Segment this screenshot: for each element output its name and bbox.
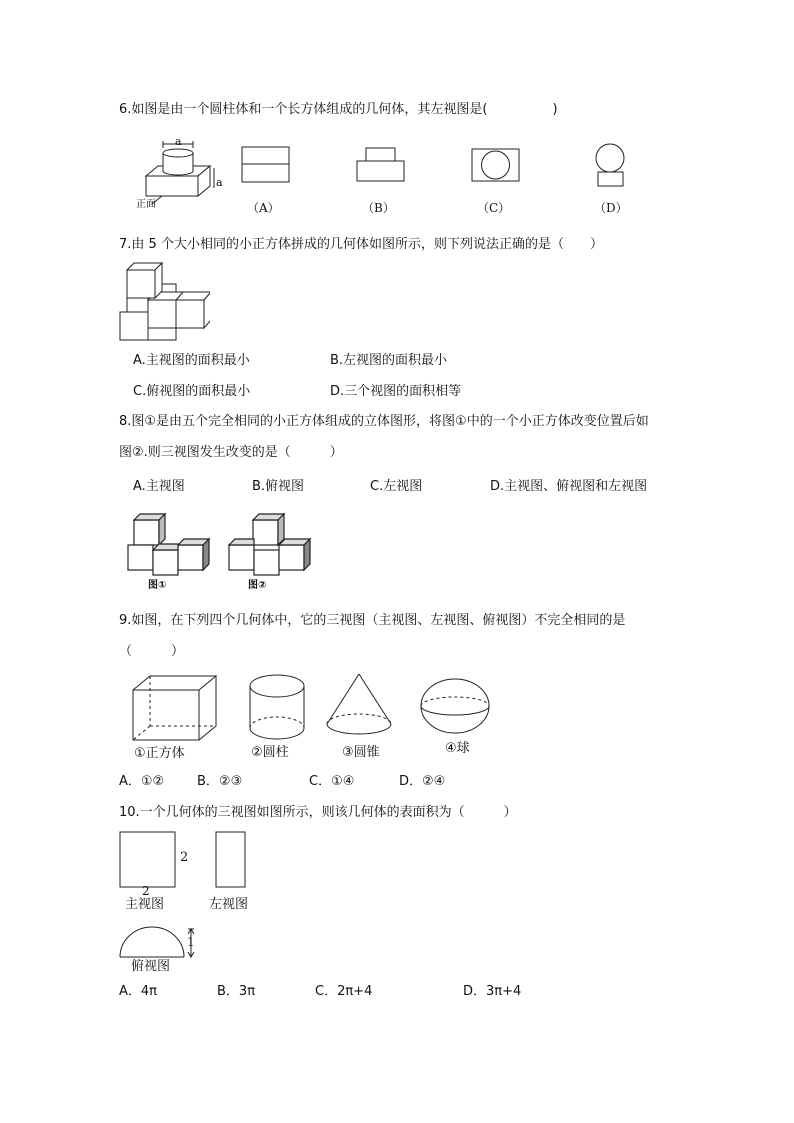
q8-option-c[interactable]: C.左视图: [370, 479, 423, 494]
q6-option-a[interactable]: （A）: [247, 201, 280, 215]
q8-option-b[interactable]: B.俯视图: [252, 479, 305, 494]
q8-figure-1: [124, 512, 216, 578]
q7-option-c[interactable]: C.俯视图的面积最小: [133, 384, 251, 399]
q6-option-c[interactable]: （C）: [477, 201, 511, 215]
q8-fig1-label: 图①: [148, 580, 167, 591]
q9-option-a[interactable]: A．①②: [119, 774, 165, 789]
q8-stem-line2: 图②.则三视图发生改变的是（ ）: [119, 445, 343, 460]
q7-stem: 7.由 5 个大小相同的小正方体拼成的几何体如图所示，则下列说法正确的是（ ）: [119, 237, 603, 252]
q9-option-c[interactable]: C．①④: [309, 774, 355, 789]
q9-cube-figure: [130, 674, 222, 744]
q9-option-b[interactable]: B．②③: [197, 774, 243, 789]
q9-label-sphere: ④球: [445, 741, 470, 756]
q6-option-d-view: [592, 141, 628, 191]
q6-dim-a-side: a: [216, 176, 223, 189]
q9-label-cylinder: ②圆柱: [251, 745, 289, 760]
q7-option-d[interactable]: D.三个视图的面积相等: [330, 384, 462, 399]
q6-option-c-view: [470, 145, 522, 185]
q9-option-d[interactable]: D．②④: [399, 774, 446, 789]
q10-label-top: 俯视图: [131, 959, 171, 974]
q10-left-view: [214, 830, 248, 890]
q10-label-left: 左视图: [209, 897, 249, 912]
q8-stem-line1: 8.图①是由五个完全相同的小正方体组成的立体图形，将图①中的一个小正方体改变位置后如: [119, 414, 649, 429]
q10-option-a[interactable]: A．4π: [119, 984, 157, 999]
q9-stem-line1: 9.如图，在下列四个几何体中，它的三视图（主视图、左视图、俯视图）不完全相同的是: [119, 613, 626, 628]
q6-dim-a-top: a: [175, 135, 182, 148]
q10-option-c[interactable]: C．2π+4: [315, 984, 373, 999]
q7-cube-figure: [118, 262, 210, 344]
q9-cone-figure: [323, 672, 395, 742]
q6-option-b[interactable]: （B）: [362, 201, 395, 215]
q6-stem: 6.如图是由一个圆柱体和一个长方体组成的几何体，其左视图是( ): [119, 102, 558, 117]
q9-label-cone: ③圆锥: [342, 745, 380, 760]
q10-dim-right: 2: [180, 850, 189, 865]
q7-option-b[interactable]: B.左视图的面积最小: [330, 353, 448, 368]
q10-dim-bottom: 2: [142, 884, 150, 898]
q9-sphere-figure: [418, 676, 492, 736]
q9-stem-line2: （ ）: [119, 644, 185, 659]
q8-option-a[interactable]: A.主视图: [133, 479, 185, 494]
q8-fig2-label: 图②: [248, 580, 267, 591]
q10-option-b[interactable]: B．3π: [217, 984, 256, 999]
q6-option-b-view: [355, 145, 407, 185]
q9-cylinder-figure: [246, 672, 308, 744]
q10-option-d[interactable]: D．3π+4: [463, 984, 522, 999]
q10-stem: 10.一个几何体的三视图如图所示，则该几何体的表面积为（ ）: [119, 805, 517, 820]
q8-figure-2: [225, 512, 317, 578]
q7-option-a[interactable]: A.主视图的面积最小: [133, 353, 250, 368]
q10-front-view: [118, 830, 178, 890]
q9-label-cube: ①正方体: [134, 746, 185, 761]
q10-label-front: 主视图: [125, 897, 165, 912]
q10-top-view: [118, 924, 198, 960]
q6-option-d[interactable]: （D）: [594, 201, 628, 215]
q6-front-label: 正面: [136, 199, 156, 210]
q6-option-a-view: [240, 145, 292, 185]
q8-option-d[interactable]: D.主视图、俯视图和左视图: [490, 479, 648, 494]
q10-dim-height: 1: [187, 935, 195, 949]
